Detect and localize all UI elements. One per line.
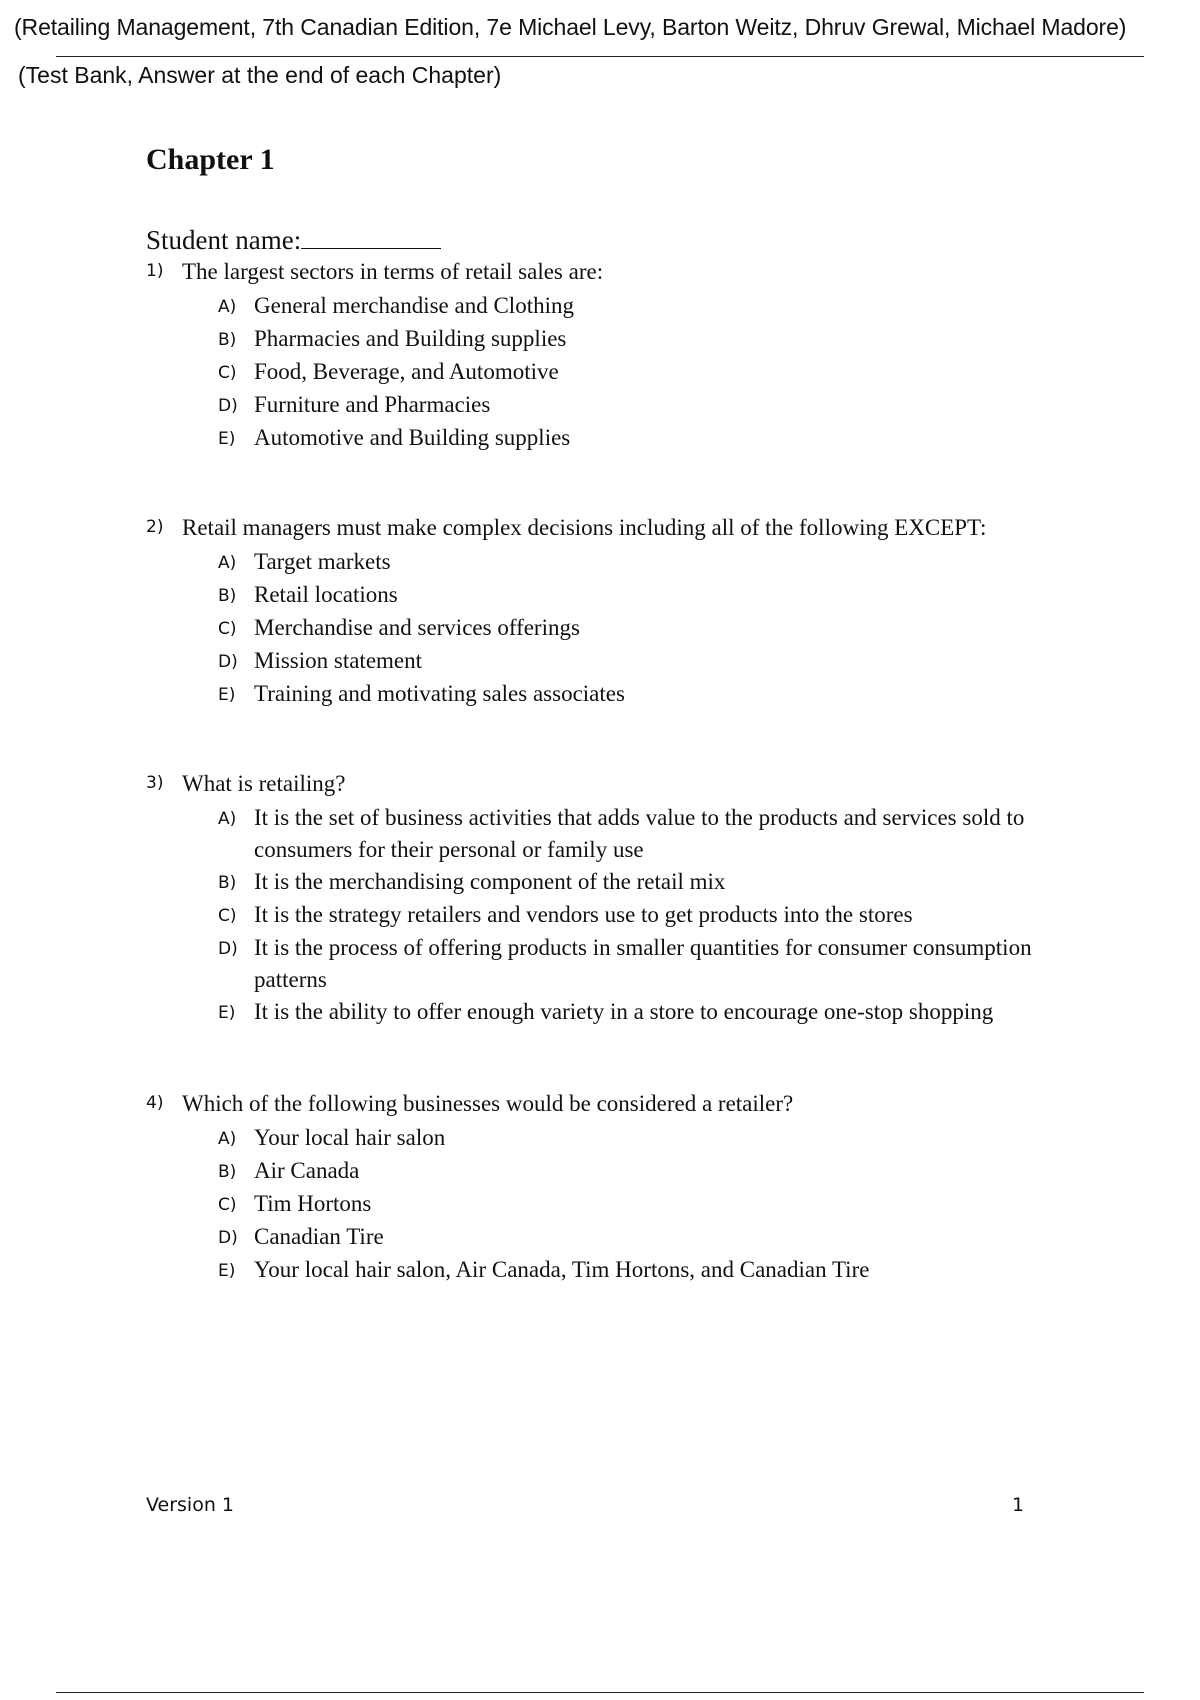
question-stem xyxy=(146,514,1106,546)
answer-option xyxy=(218,1221,1106,1254)
question-text: The largest sectors in terms of retail sales are: xyxy=(182,259,604,284)
option-text: Training and motivating sales associates xyxy=(254,681,625,706)
option-letter: A) xyxy=(218,297,237,317)
answer-option xyxy=(218,866,1106,899)
answer-option xyxy=(218,290,1106,323)
answer-options xyxy=(146,1122,1106,1287)
header-divider xyxy=(56,56,1144,57)
option-letter: C) xyxy=(218,906,237,926)
question-number: 1) xyxy=(146,261,164,281)
option-letter: D) xyxy=(218,652,238,672)
question-1 xyxy=(146,258,1106,455)
student-name-field xyxy=(146,225,441,256)
test-bank-subtitle: (Test Bank, Answer at the end of each Chapter) xyxy=(18,62,502,88)
answer-option xyxy=(218,389,1106,422)
answer-option xyxy=(218,678,1106,711)
option-text: Retail locations xyxy=(254,582,398,607)
option-text: Furniture and Pharmacies xyxy=(254,392,491,417)
answer-option xyxy=(218,932,1106,996)
option-text: Your local hair salon xyxy=(254,1125,446,1150)
book-title-header: (Retailing Management, 7th Canadian Edition, 7e Michael Levy, Barton Weitz, Dhruv Grewal, Michael Madore) xyxy=(14,14,1127,40)
answer-option xyxy=(218,1188,1106,1221)
option-letter: C) xyxy=(218,363,237,383)
option-text: Target markets xyxy=(254,549,391,574)
option-letter: E) xyxy=(218,1003,236,1023)
option-letter: A) xyxy=(218,553,237,573)
option-text: It is the strategy retailers and vendors use to get products into the stores xyxy=(254,902,913,927)
answer-option xyxy=(218,356,1106,389)
option-text: Pharmacies and Building supplies xyxy=(254,326,567,351)
answer-option xyxy=(218,323,1106,356)
option-text: General merchandise and Clothing xyxy=(254,293,574,318)
option-letter: D) xyxy=(218,396,238,416)
question-number: 2) xyxy=(146,517,164,537)
option-letter: E) xyxy=(218,429,236,449)
option-text: It is the set of business activities that adds value to the products and services sold to consumers for their personal or family use xyxy=(254,805,1025,862)
answer-option xyxy=(218,802,1106,866)
question-stem xyxy=(146,258,1106,290)
question-3 xyxy=(146,770,1106,1029)
student-name-label: Student name: xyxy=(146,225,302,255)
option-text: Mission statement xyxy=(254,648,423,673)
question-number: 3) xyxy=(146,773,164,793)
option-text: Your local hair salon, Air Canada, Tim Hortons, and Canadian Tire xyxy=(254,1257,870,1282)
option-text: Food, Beverage, and Automotive xyxy=(254,359,559,384)
answer-option xyxy=(218,612,1106,645)
footer-divider xyxy=(56,1692,1144,1693)
answer-options xyxy=(146,802,1106,1029)
option-letter: D) xyxy=(218,1228,238,1248)
footer-page-number: 1 xyxy=(1012,1494,1025,1516)
option-letter: E) xyxy=(218,1261,236,1281)
answer-option xyxy=(218,422,1106,455)
student-name-blank xyxy=(301,226,441,249)
option-letter: A) xyxy=(218,809,237,829)
question-stem xyxy=(146,1090,1106,1122)
option-letter: B) xyxy=(218,586,237,606)
answer-option xyxy=(218,579,1106,612)
option-text: Air Canada xyxy=(254,1158,360,1183)
option-letter: E) xyxy=(218,685,236,705)
answer-option xyxy=(218,546,1106,579)
chapter-title: Chapter 1 xyxy=(146,143,275,176)
footer-version: Version 1 xyxy=(146,1494,234,1516)
question-2 xyxy=(146,514,1106,711)
option-letter: C) xyxy=(218,1195,237,1215)
option-letter: A) xyxy=(218,1129,237,1149)
question-text: Which of the following businesses would be considered a retailer? xyxy=(182,1091,794,1116)
option-letter: C) xyxy=(218,619,237,639)
option-letter: D) xyxy=(218,939,238,959)
option-text: Tim Hortons xyxy=(254,1191,372,1216)
question-stem xyxy=(146,770,1106,802)
option-text: It is the ability to offer enough variety in a store to encourage one-stop shopping xyxy=(254,999,994,1024)
answer-option xyxy=(218,1122,1106,1155)
answer-option xyxy=(218,645,1106,678)
option-text: Merchandise and services offerings xyxy=(254,615,580,640)
answer-option xyxy=(218,996,1106,1029)
answer-options xyxy=(146,290,1106,455)
answer-option xyxy=(218,1254,1106,1287)
answer-options xyxy=(146,546,1106,711)
option-text: Canadian Tire xyxy=(254,1224,384,1249)
question-number: 4) xyxy=(146,1093,164,1113)
option-letter: B) xyxy=(218,1162,237,1182)
question-4 xyxy=(146,1090,1106,1287)
answer-option xyxy=(218,899,1106,932)
question-text: What is retailing? xyxy=(182,771,346,796)
option-letter: B) xyxy=(218,330,237,350)
option-letter: B) xyxy=(218,873,237,893)
option-text: It is the merchandising component of the retail mix xyxy=(254,869,726,894)
question-text: Retail managers must make complex decisions including all of the following EXCEPT: xyxy=(182,515,987,540)
answer-option xyxy=(218,1155,1106,1188)
option-text: It is the process of offering products in smaller quantities for consumer consumption patterns xyxy=(254,935,1032,992)
option-text: Automotive and Building supplies xyxy=(254,425,571,450)
